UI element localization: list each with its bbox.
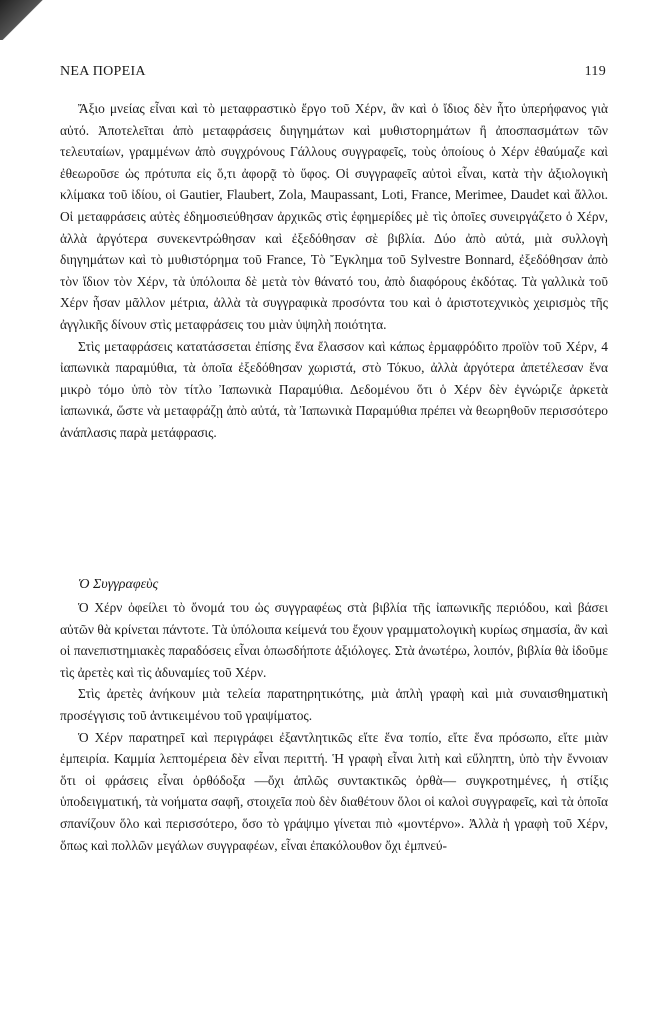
section-heading: Ὁ Συγγραφεὺς bbox=[78, 577, 159, 592]
body-text-bottom bbox=[60, 597, 608, 856]
scan-corner-mark bbox=[0, 0, 80, 40]
paragraph-style: Ὁ Χέρν παρατηρεῖ καὶ περιγράφει ἐξαντλητικῶς εἴτε ἕνα τοπίο, εἴτε ἕνα πρόσωπο, εἴτε μιὰν ἐμπειρία. Καμμία λεπτομέρεια δὲν εἶναι περιττή. Ἡ γραφὴ εἶναι λιτὴ καὶ εὔληπτη, ὑπὸ τὴν ἔννοιαν ὅτι οἱ φράσεις εἶναι ὀρθόδοξα —ὄχι ἁπλῶς συντακτικῶς ὀρθὰ— συγκροτημένες, ἡ στίξις ὑποδειγματική, τὰ νοήματα σαφῆ, στοιχεῖα ποὺ δὲν διαθέτουν ὅλοι οἱ καλοὶ συγγραφεῖς, καὶ τὰ ὁποῖα σπανίζουν ὅλο καὶ περισσότερο, ὅσο τὸ γράψιμο γίνεται πιὸ «μοντέρνο». Ἀλλὰ ἡ γραφὴ τοῦ Χέρν, ὅπως καὶ πολλῶν μεγάλων συγγραφέων, εἶναι ἐπακόλουθον ὄχι ἐμπνεύ- bbox=[60, 729, 608, 853]
paragraph-author-reputation: Ὁ Χέρν ὀφείλει τὸ ὄνομά του ὡς συγγραφέως στὰ βιβλία τῆς ἰαπωνικῆς περιόδου, καὶ βάσει αὐτῶν θὰ κρίνεται πάντοτε. Τὰ ὑπόλοιπα κείμενά του ἔχουν γραμματολογικὴ κυρίως σημασία, ἂν καὶ οἱ πανεπιστημιακὲς παραδόσεις εἶναι ὁπωσδήποτε ἀξιόλογες. Στὰ ἀνωτέρω, λοιπόν, βιβλία θὰ ἰδοῦμε τὶς ἀρετὲς καὶ τὶς ἀδυναμίες τοῦ Χέρν. bbox=[60, 600, 608, 680]
paragraph-translations: Ἄξιο μνείας εἶναι καὶ τὸ μεταφραστικὸ ἔργο τοῦ Χέρν, ἂν καὶ ὁ ἴδιος δὲν ἦτο ὑπερήφανος γιὰ αὐτό. Ἀποτελεῖται ἀπὸ μεταφράσεις διηγημάτων καὶ μυθιστορημάτων ἢ ἀποσπασμάτων τῶν τελευταίων, γραμμένων ἀπὸ συγχρόνους Γάλλους συγγραφεῖς, τοὺς ὁποίους ὁ Χέρν ἐθαύμαζε καὶ ἐθεωροῦσε ὡς πρότυπα εἰς ὅ,τι ἀφορᾷ τὸ ὕφος. Οἱ συγγραφεῖς αὐτοὶ εἶναι, κατὰ τὴν ἀξιολογικὴ κλίμακα τοῦ ἰδίου, οἱ Gautier, Flaubert, Zola, Maupassant, Loti, France, Merimee, Daudet καὶ ἄλλοι. Οἱ μεταφράσεις αὐτὲς ἐδημοσιεύθησαν ἀρχικῶς στὶς ἐφημερίδες μὲ τὶς ὁποῖες συνειργάζετο ὁ Χέρν, ἀλλὰ ἀργότερα συνεκεντρώθησαν καὶ ἐξεδόθησαν σὲ βιβλία. Δύο ἀπὸ αὐτά, μιὰ συλλογὴ διηγημάτων καὶ τὸ μυθιστόρημα τοῦ France, Τὸ Ἔγκλημα τοῦ Sylvestre Bonnard, ἐξεδόθησαν ἀπὸ τὸν ἴδιον τὸν Χέρν, τὰ ὑπόλοιπα δὲ μετὰ τὸν θάνατό του, ἀπὸ διαφόρους ἐκδότας. Τὰ γαλλικὰ τοῦ Χέρν ἦσαν μᾶλλον μέτρια, ἀλλὰ τὰ συγγραφικὰ προσόντα του καὶ ὁ ἀριστοτεχνικὸς χειρισμὸς τῆς ἀγγλικῆς δίνουν στὶς μεταφράσεις του μιὰν ὑψηλὴ ποιότητα. bbox=[60, 101, 608, 332]
running-header bbox=[60, 64, 606, 80]
page-number: 119 bbox=[584, 64, 606, 79]
paragraph-japanese-tales: Στὶς μεταφράσεις κατατάσσεται ἐπίσης ἕνα ἔλασσον καὶ κάπως ἑρμαφρόδιτο προϊὸν τοῦ Χέρν, 4 ἰαπωνικὰ παραμύθια, τὰ ὁποῖα ἐξεδόθησαν χωριστά, στὸ Τόκυο, ἀλλὰ ἀργότερα ἀπετέλεσαν ἕνα μικρὸ τόμο ὑπὸ τὸν τίτλο Ἰαπωνικὰ Παραμύθια. Δεδομένου ὅτι ὁ Χέρν δὲν ἐγνώριζε ἀρκετὰ ἰαπωνικά, ὥστε νὰ μεταφράζῃ ἀπὸ αὐτά, τὰ Ἰαπωνικὰ Παραμύθια πρέπει νὰ θεωρηθοῦν περισσότερο ἀνάπλασις παρὰ μετάφρασις. bbox=[60, 338, 608, 440]
body-text-top bbox=[60, 98, 608, 444]
paragraph-virtues: Στὶς ἀρετὲς ἀνήκουν μιὰ τελεία παρατηρητικότης, μιὰ ἁπλὴ γραφὴ καὶ μιὰ συναισθηματικὴ προσέγγισις τοῦ ἀντικειμένου τοῦ γραψίματος. bbox=[60, 686, 608, 723]
running-title: ΝΕΑ ΠΟΡΕΙΑ bbox=[60, 64, 146, 79]
